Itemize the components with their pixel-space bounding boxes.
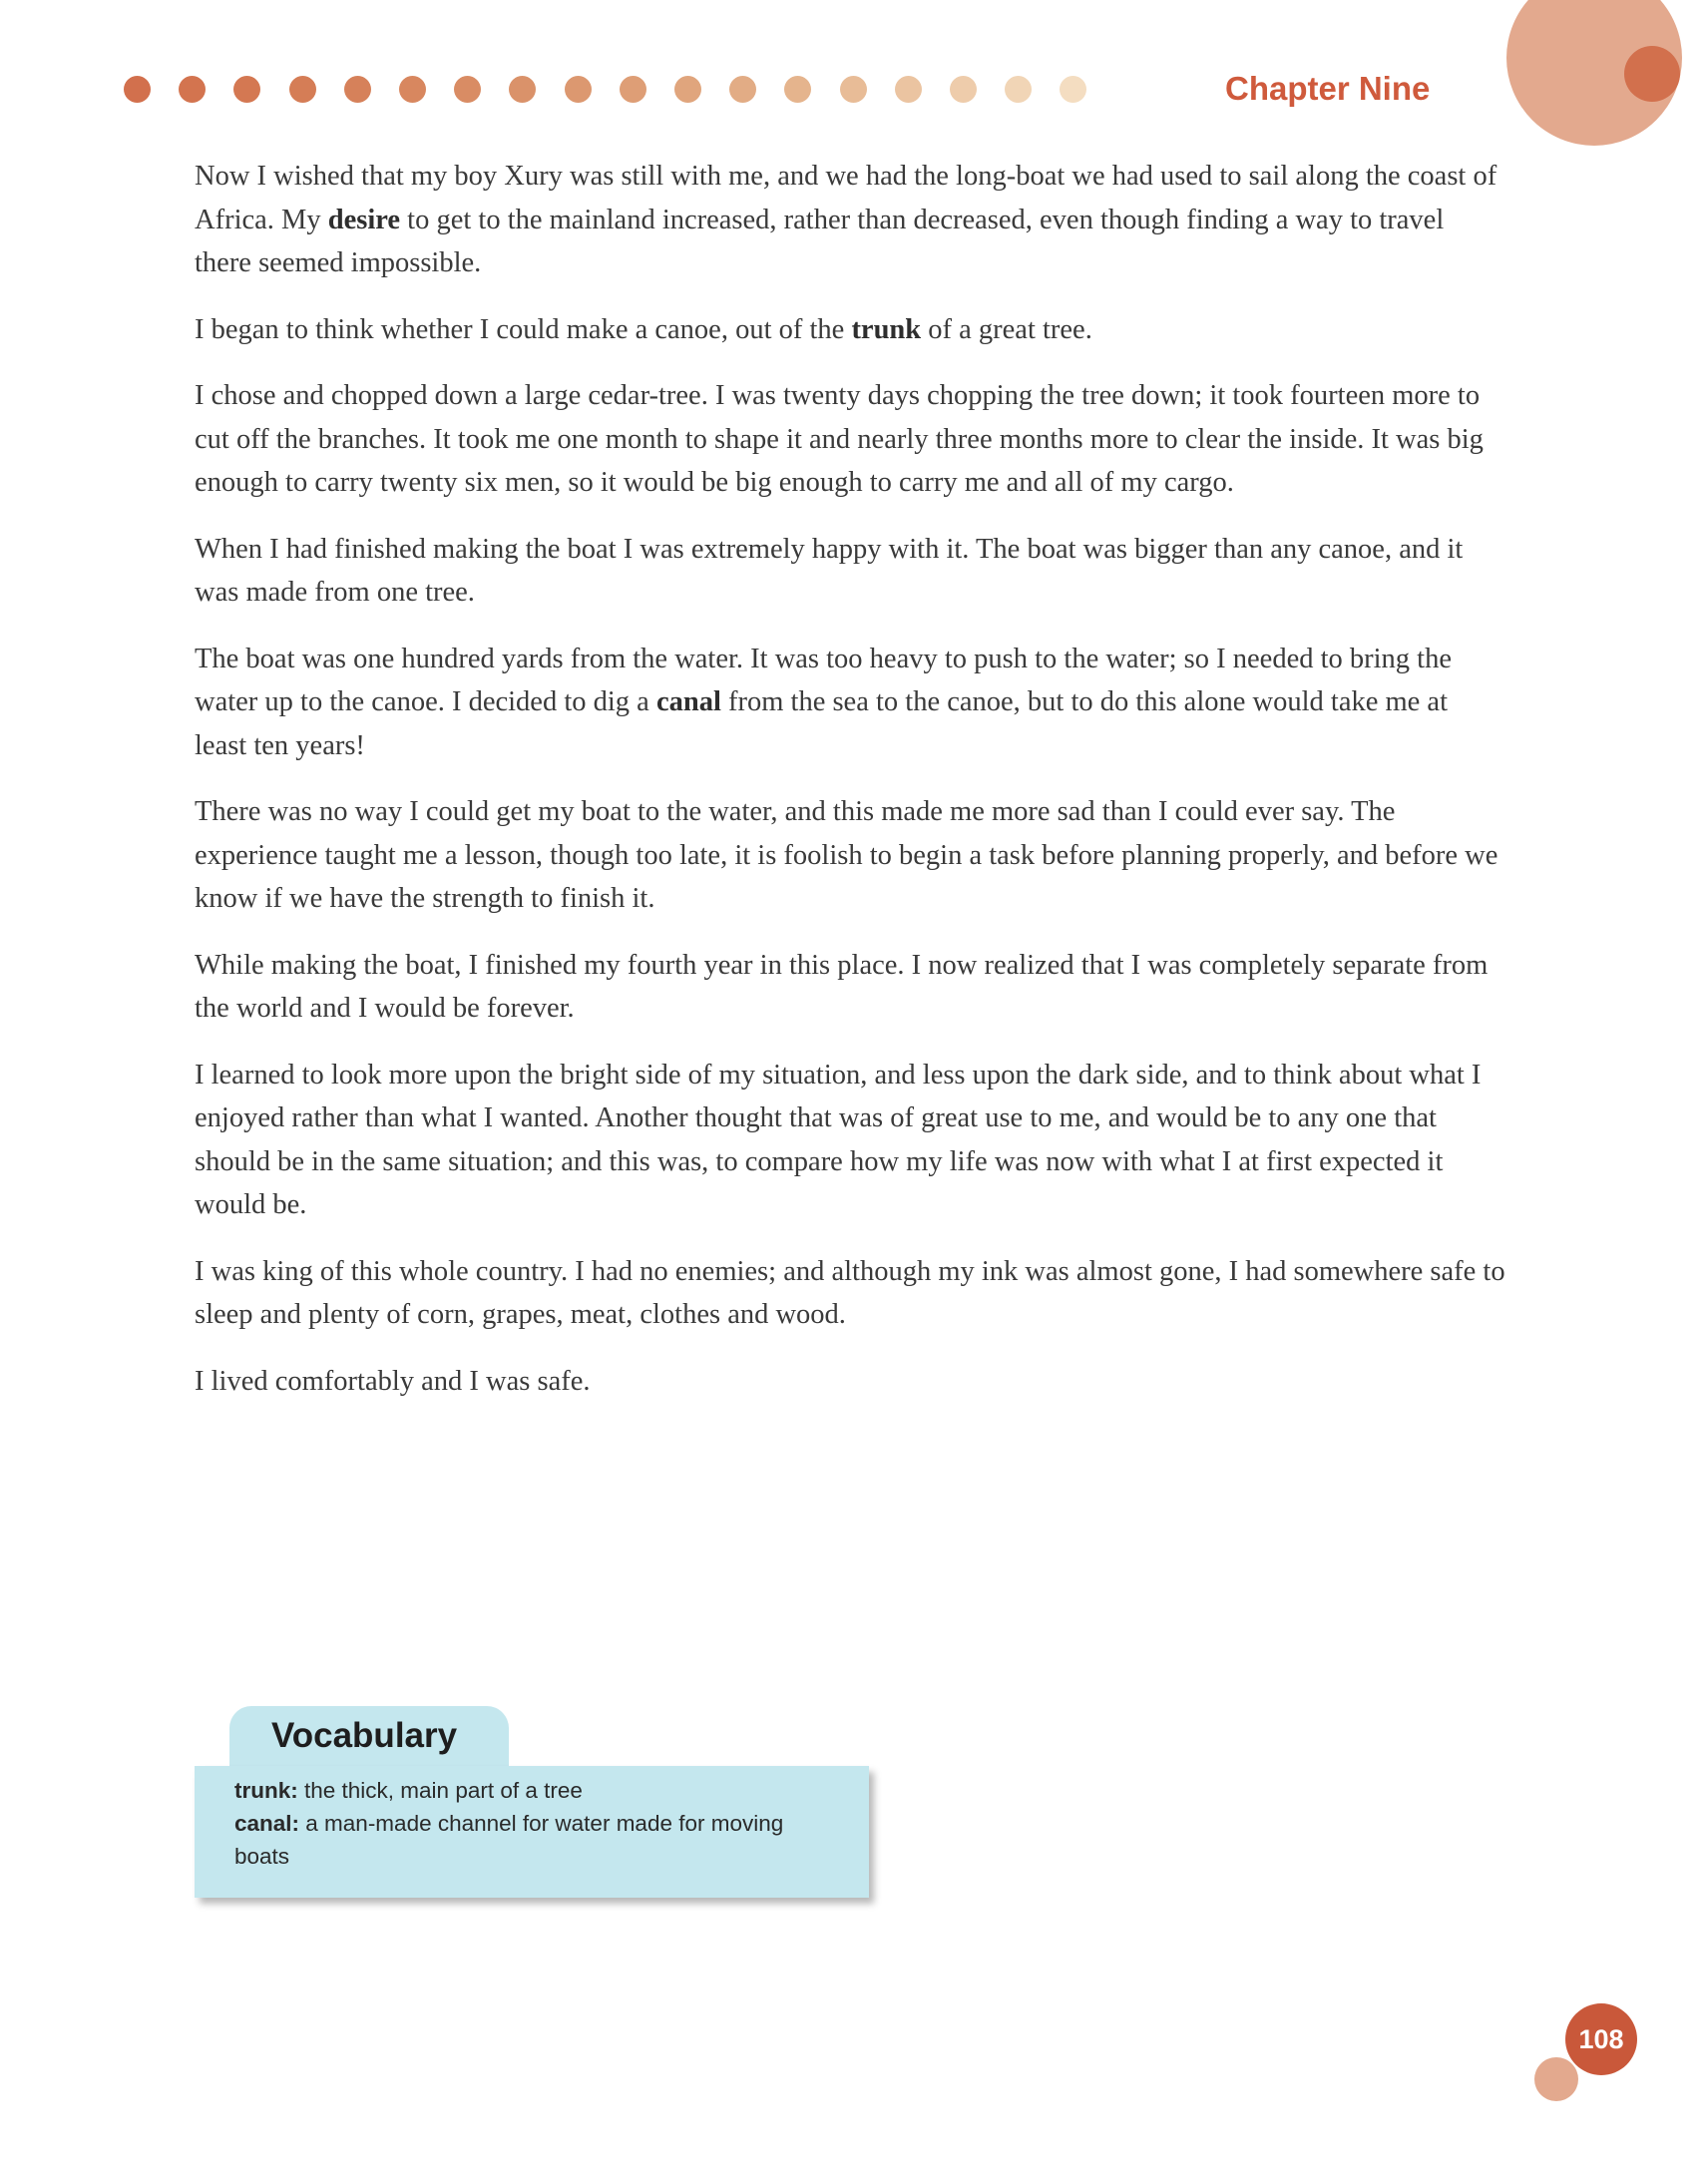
text-run: Now I wished that my boy Xury was still with me, and we had the long-boat we had used to sail along the coast of Africa. My	[195, 161, 1497, 235]
decorative-circle-small	[1624, 46, 1680, 102]
vocabulary-word: trunk	[851, 313, 922, 345]
vocabulary-box	[195, 1766, 869, 1898]
decorative-dot	[950, 76, 977, 103]
decorative-dot	[454, 76, 481, 103]
paragraph	[195, 528, 1506, 615]
decorative-dot	[1005, 76, 1032, 103]
decorative-dot	[289, 76, 316, 103]
decorative-dot	[509, 76, 536, 103]
text-run: I began to think whether I could make a canoe, out of the	[195, 313, 852, 345]
paragraph	[195, 1054, 1506, 1227]
paragraph	[195, 638, 1506, 768]
decorative-dot	[124, 76, 151, 103]
decorative-dot	[565, 76, 592, 103]
decorative-dot	[620, 76, 646, 103]
decorative-dot	[840, 76, 867, 103]
page-number: 108	[1565, 2003, 1637, 2075]
decorative-dot	[399, 76, 426, 103]
paragraph	[195, 374, 1506, 505]
paragraph	[195, 155, 1506, 285]
paragraph	[195, 1250, 1506, 1337]
text-run: When I had finished making the boat I was extremely happy with it. The boat was bigger than any canoe, and it was made from one tree.	[195, 533, 1464, 608]
page-number-decoration	[1534, 2057, 1578, 2101]
vocabulary-word: desire	[327, 204, 401, 235]
decorative-dot	[1060, 76, 1086, 103]
text-run: I chose and chopped down a large cedar-tree. I was twenty days chopping the tree down; it took fourteen more to cut off the branches. It took me one month to shape it and nearly three months more to clear the inside. It was big enough to carry twenty six men, so it would be big enough to carry me and all of my cargo.	[195, 380, 1484, 498]
story-text	[195, 155, 1506, 1426]
text-run: I was king of this whole country. I had no enemies; and although my ink was almost gone, I had somewhere safe to sleep and plenty of corn, grapes, meat, clothes and wood.	[195, 1255, 1505, 1330]
paragraph	[195, 1360, 1506, 1404]
vocabulary-term: trunk:	[234, 1778, 298, 1803]
vocabulary-entry	[234, 1774, 839, 1807]
decorative-dot	[895, 76, 922, 103]
paragraph	[195, 790, 1506, 921]
text-run: to get to the mainland increased, rather than decreased, even though finding a way to travel there seemed impossible.	[195, 204, 1445, 278]
vocabulary-word: canal	[655, 686, 721, 717]
vocabulary-definition: a man-made channel for water made for moving boats	[234, 1811, 784, 1869]
text-run: The boat was one hundred yards from the water. It was too heavy to push to the water; so I needed to bring the water up to the canoe. I decided to dig a	[195, 643, 1452, 717]
decorative-dot	[179, 76, 206, 103]
vocabulary-definition: the thick, main part of a tree	[297, 1778, 583, 1803]
text-run: There was no way I could get my boat to the water, and this made me more sad than I could ever say. The experience taught me a lesson, though too late, it is foolish to begin a task before planning properly, and before we know if we have the strength to finish it.	[195, 796, 1498, 914]
decorative-dot	[784, 76, 811, 103]
text-run: While making the boat, I finished my fourth year in this place. I now realized that I was completely separate from the world and I would be forever.	[195, 949, 1489, 1024]
vocabulary-term: canal:	[234, 1811, 300, 1836]
decorative-dot	[344, 76, 371, 103]
paragraph	[195, 308, 1506, 352]
text-run: I lived comfortably and I was safe.	[195, 1365, 591, 1397]
text-run: of a great tree.	[921, 313, 1092, 345]
vocabulary-title: Vocabulary	[271, 1716, 458, 1755]
decorative-dot	[674, 76, 701, 103]
decorative-dot	[729, 76, 756, 103]
vocabulary-entry	[234, 1807, 839, 1873]
chapter-title: Chapter Nine	[1225, 70, 1431, 107]
text-run: I learned to look more upon the bright side of my situation, and less upon the dark side, and to think about what I enjoyed rather than what I wanted. Another thought that was of great use to me, and would be to any one that should be in the same situation; and this was, to compare how my life was now with what I at first expected it would be.	[195, 1059, 1482, 1220]
text-run: from the sea to the canoe, but to do this alone would take me at least ten years!	[195, 686, 1449, 761]
decorative-dot	[233, 76, 260, 103]
paragraph	[195, 944, 1506, 1031]
